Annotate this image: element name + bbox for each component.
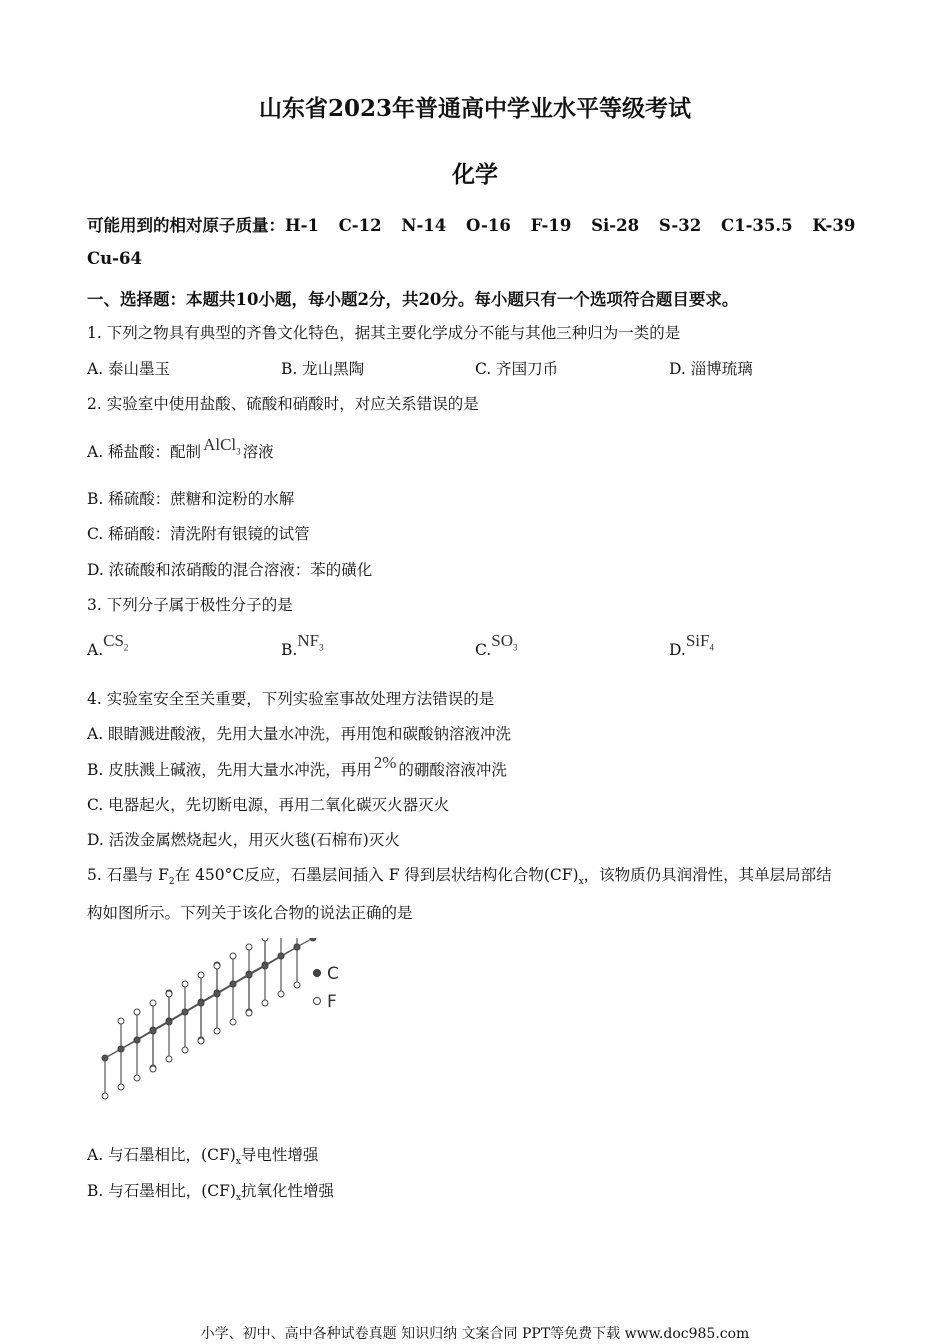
so3-formula: $SO_3$ — [491, 631, 518, 653]
fluorine-atom — [182, 1047, 188, 1053]
q1-option-a: A. 泰山墨玉 — [87, 360, 171, 378]
cs2-formula: $CS_2$ — [103, 631, 129, 653]
fluorine-atom — [246, 944, 252, 950]
q2-a-suffix: 溶液 — [242, 443, 274, 461]
carbon-atom — [198, 1000, 204, 1006]
legend-f-label: F — [327, 992, 337, 1012]
legend-f-atom-icon — [314, 998, 321, 1005]
legend-c-label: C — [327, 964, 339, 984]
q1-option-b: B. 龙山黑陶 — [281, 360, 365, 378]
carbon-atom — [166, 1019, 172, 1025]
subject-title: 化学 — [452, 161, 498, 188]
q5-stem-line1: 5. 石墨与 $F_2$在 450°C反应，石墨层间插入 F 得到层状结构化合物$(CF)_x$，该物质仍具润滑性，其单层局部结 — [87, 866, 832, 888]
bond-lines — [105, 938, 313, 1096]
section-heading: 一、选择题：本题共10小题，每小题2分，共20分。每小题只有一个选项符合题目要求。 — [87, 290, 739, 309]
q1-option-c: C. 齐国刀币 — [475, 360, 559, 378]
fluorine-atom — [262, 938, 268, 941]
fluorine-atom — [182, 981, 188, 987]
carbon-atom — [230, 981, 236, 987]
footer-text[interactable]: 小学、初中、高中各种试卷真题 知识归纳 文案合同 PPT等免费下载 www.doc985.com — [200, 1326, 750, 1342]
carbon-atom — [182, 1009, 188, 1015]
fluorine-atom — [246, 1010, 252, 1016]
carbon-atom — [294, 944, 300, 950]
fluorine-atom — [294, 982, 300, 988]
q4-option-a: A. 眼睛溅进酸液，先用大量水冲洗，再用饱和碳酸钠溶液冲洗 — [87, 725, 512, 743]
q3-stem: 3. 下列分子属于极性分子的是 — [87, 596, 293, 614]
q2-option-d: D. 浓硫酸和浓硝酸的混合溶液：苯的磺化 — [87, 561, 373, 579]
fluorine-atom — [166, 1056, 172, 1062]
mass-n: N-14 — [401, 216, 447, 235]
cf-structure-diagram — [95, 938, 355, 1110]
atoms-group — [102, 938, 316, 1099]
carbon-atom — [150, 1028, 156, 1034]
q4-stem: 4. 实验室安全至关重要，下列实验室事故处理方法错误的是 — [87, 690, 495, 708]
fluorine-atom — [118, 1018, 124, 1024]
q4-option-c: C. 电器起火，先切断电源，再用二氧化碳灭火器灭火 — [87, 796, 450, 814]
carbon-atom — [102, 1055, 108, 1061]
atomic-masses-label: 可能用到的相对原子质量： — [87, 216, 285, 235]
fluorine-atom — [134, 1075, 140, 1081]
q5-option-a: A. 与石墨相比，$(CF)_x$导电性增强 — [87, 1146, 319, 1168]
carbon-atom — [134, 1037, 140, 1043]
percent-value: 2% — [373, 753, 397, 772]
q2-option-b: B. 稀硫酸：蔗糖和淀粉的水解 — [87, 490, 295, 508]
mass-k: K-39 — [812, 216, 856, 235]
fluorine-atom — [150, 1066, 156, 1072]
mass-o: O-16 — [466, 216, 511, 235]
q3-option-c: $C.SO_3$ — [475, 631, 518, 659]
q3-option-a: $A.CS_2$ — [87, 631, 129, 659]
mass-c: C-12 — [338, 216, 382, 235]
carbon-atom — [262, 963, 268, 969]
fluorine-atom — [278, 991, 284, 997]
legend-c-atom-icon — [314, 970, 321, 977]
q5-option-b: B. 与石墨相比，$(CF)_x$抗氧化性增强 — [87, 1182, 335, 1204]
carbon-atom — [214, 991, 220, 997]
q2-option-c: C. 稀硝酸：清洗附有银镜的试管 — [87, 525, 310, 543]
q2-a-prefix: A. 稀盐酸：配制 — [87, 443, 202, 461]
mass-cu: Cu-64 — [87, 249, 142, 268]
sif4-formula: SiF$_4$ — [685, 631, 714, 653]
nf3-formula: $NF_3$ — [297, 631, 324, 653]
carbon-atom — [246, 972, 252, 978]
alcl3-formula: AlCl$_3$ — [203, 435, 241, 457]
fluorine-atom — [214, 1028, 220, 1034]
carbon-atom — [278, 953, 284, 959]
q2-stem: 2. 实验室中使用盐酸、硫酸和硝酸时，对应关系错误的是 — [87, 395, 479, 413]
mass-f: F-19 — [530, 216, 572, 235]
mass-s: S-32 — [658, 216, 702, 235]
atomic-masses-line — [87, 212, 855, 236]
fluorine-atom — [150, 1000, 156, 1006]
q2-option-a — [87, 435, 274, 463]
q4-option-b: B. 皮肤溅上碱液，先用大量水冲洗，再用 2% 的硼酸溶液冲洗 — [87, 753, 507, 779]
fluorine-atom — [230, 953, 236, 959]
q3-option-b: $B.NF_3$ — [281, 631, 324, 659]
fluorine-atom — [118, 1084, 124, 1090]
fluorine-atom — [102, 1093, 108, 1099]
fluorine-atom — [230, 1019, 236, 1025]
q4-option-d: D. 活泼金属燃烧起火，用灭火毯(石棉布)灭火 — [87, 831, 400, 849]
q5-stem-line2: 构如图所示。下列关于该化合物的说法正确的是 — [87, 904, 413, 922]
q1-stem: 1. 下列之物具有典型的齐鲁文化特色，据其主要化学成分不能与其他三种归为一类的是 — [87, 324, 681, 342]
mass-si: Si-28 — [591, 216, 640, 235]
fluorine-atom — [134, 1009, 140, 1015]
carbon-atom — [118, 1046, 124, 1052]
q3-option-d: D.SiF$_4$ — [669, 631, 714, 659]
fluorine-atom — [198, 972, 204, 978]
fluorine-atom — [262, 1000, 268, 1006]
fluorine-atom — [214, 963, 220, 969]
carbon-atom — [310, 938, 316, 941]
q1-option-d: D. 淄博琉璃 — [669, 360, 753, 378]
exam-title: 山东省2023年普通高中学业水平等级考试 — [258, 95, 691, 122]
fluorine-atom — [166, 991, 172, 997]
mass-h: H-1 — [285, 216, 319, 235]
mass-cl: C1-35.5 — [720, 216, 793, 235]
fluorine-atom — [198, 1038, 204, 1044]
